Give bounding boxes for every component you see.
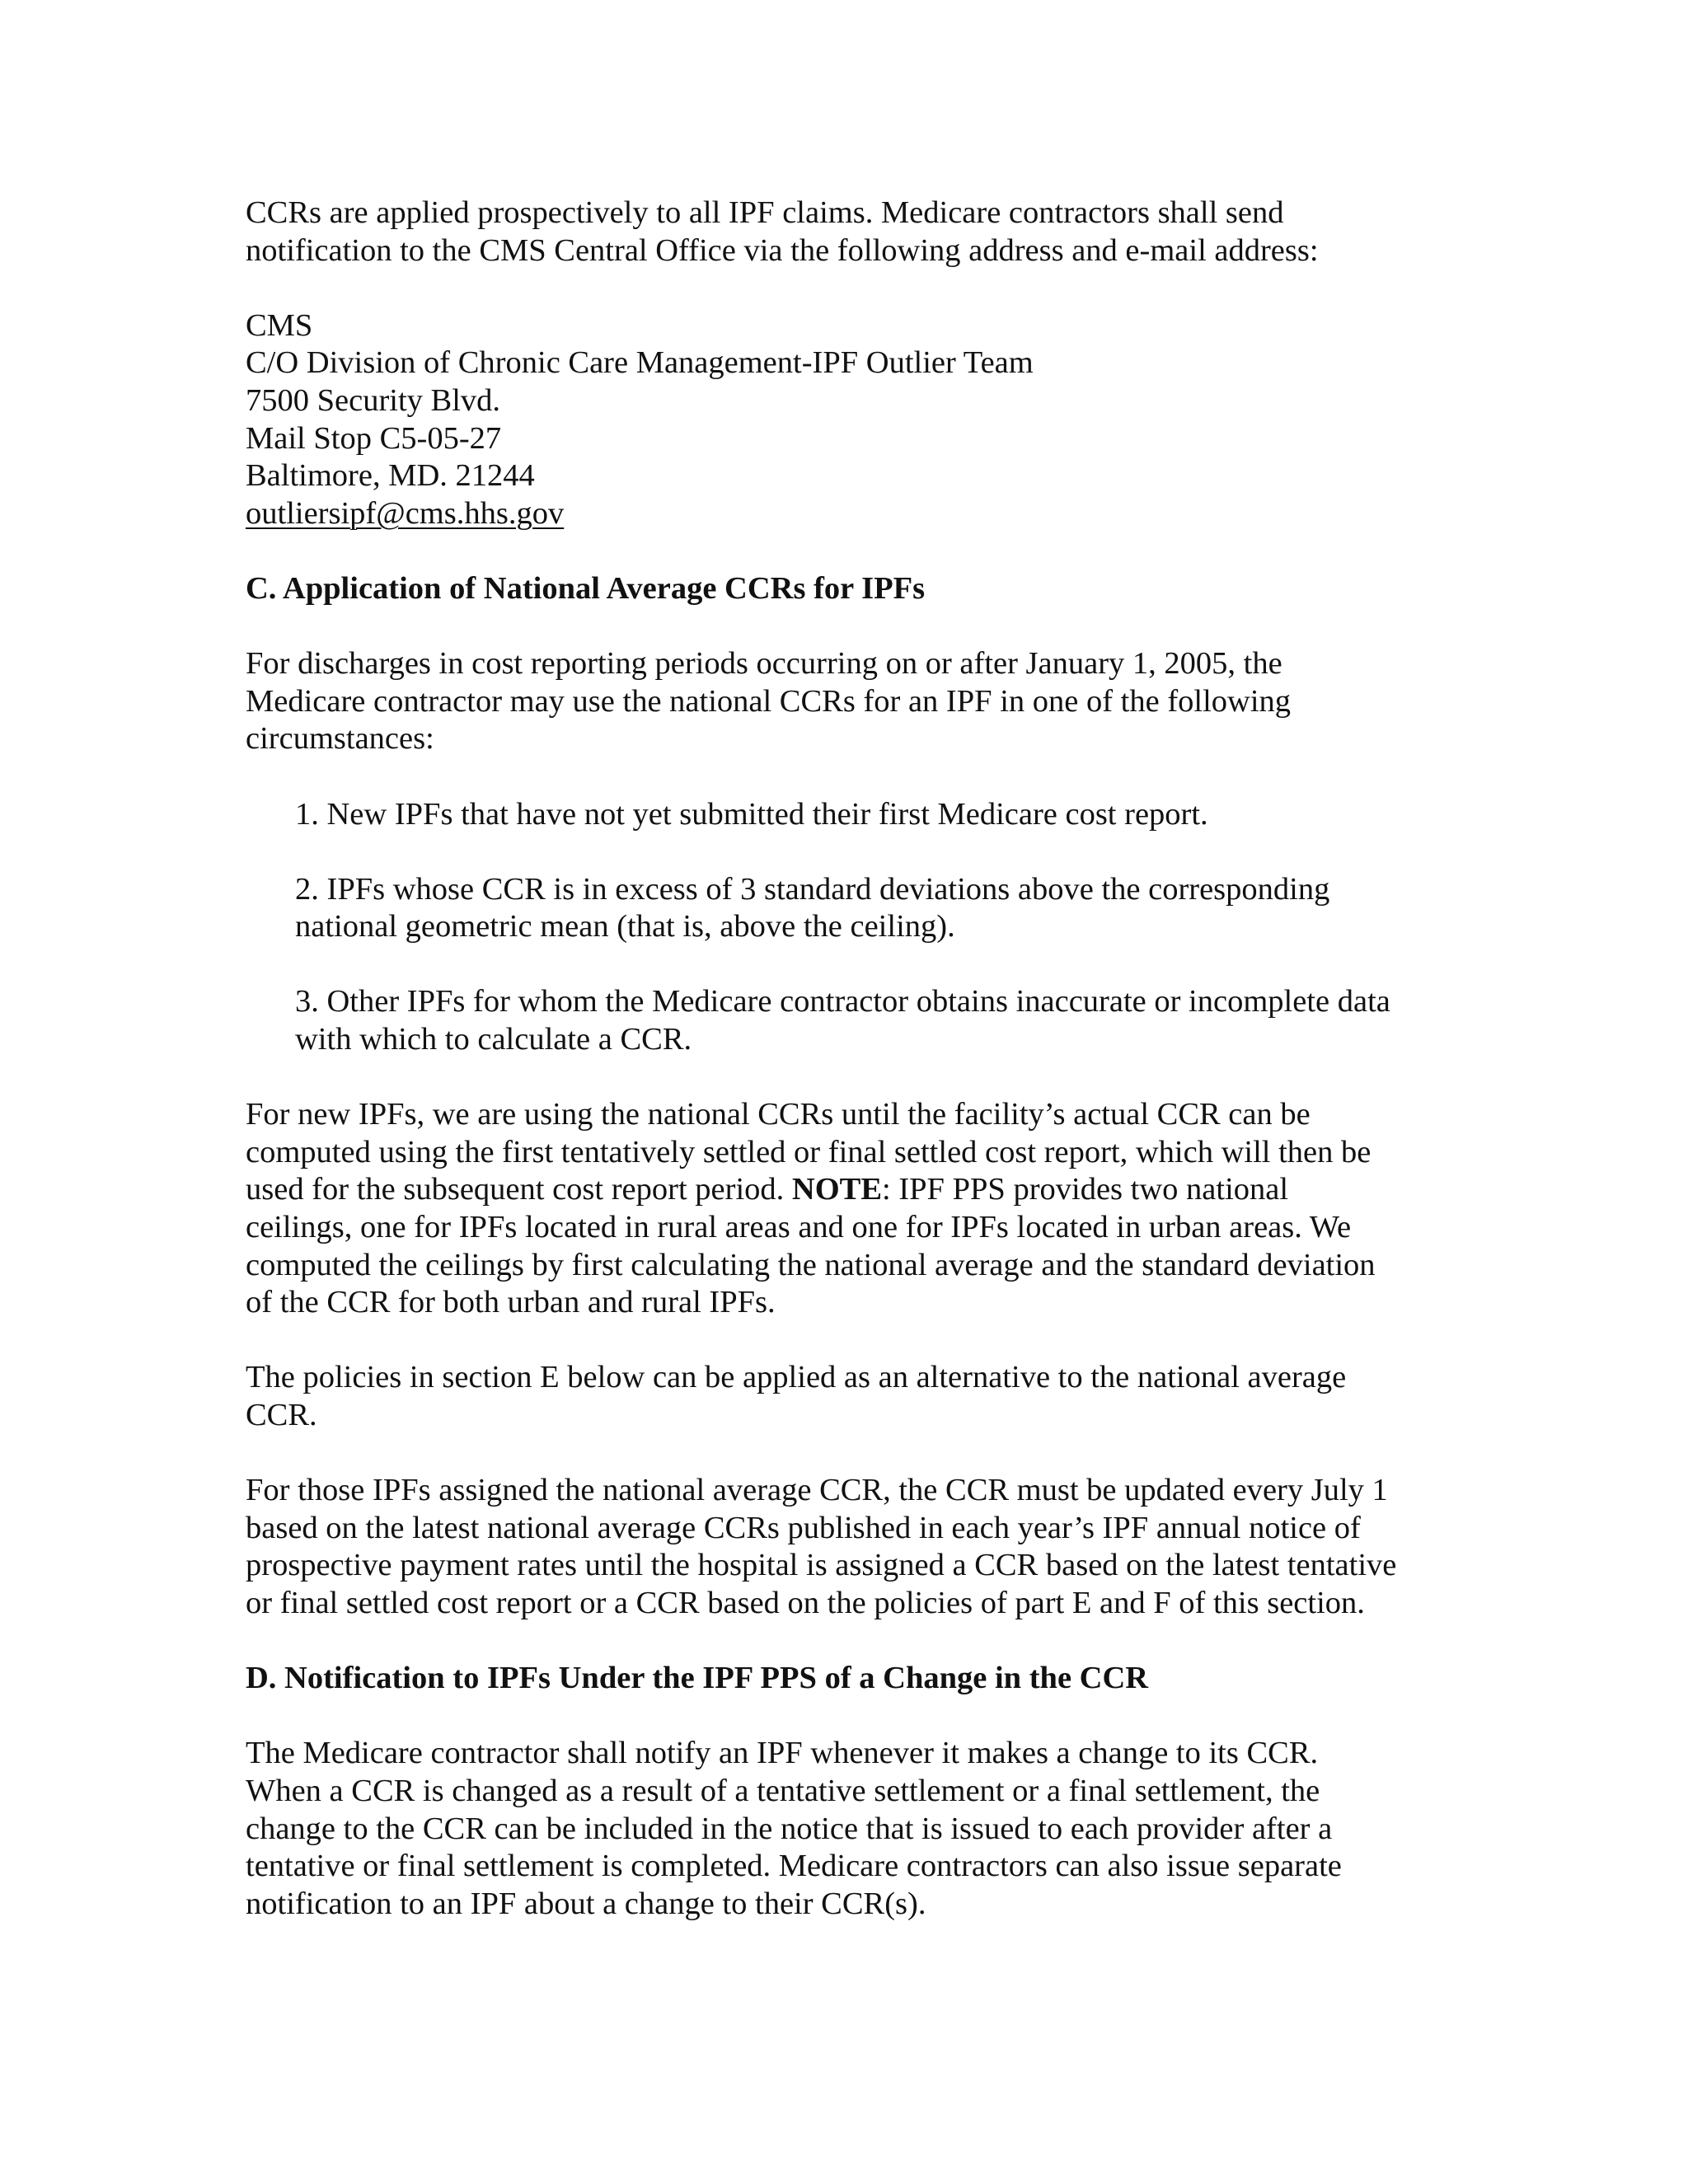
- paragraph-line: Medicare contractor may use the national CCRs for an IPF in one of the following: [246, 683, 1292, 719]
- list-item-line: 2. IPFs whose CCR is in excess of 3 standard deviations above the corresponding: [295, 871, 1330, 907]
- paragraph-line: notification to an IPF about a change to their CCR(s).: [246, 1886, 926, 1921]
- paragraph-line: based on the latest national average CCRs published in each year’s IPF annual notice of: [246, 1510, 1361, 1545]
- paragraph-line: computed using the first tentatively settled or final settled cost report, which will then be: [246, 1134, 1372, 1169]
- paragraph-line: computed the ceilings by first calculating the national average and the standard deviation: [246, 1247, 1376, 1282]
- section-d-heading: D. Notification to IPFs Under the IPF PPS of a Change in the CCR: [246, 1661, 1149, 1696]
- list-item: [246, 796, 1465, 834]
- email-link[interactable]: outliersipf@cms.hhs.gov: [246, 495, 565, 531]
- address-line: Baltimore, MD. 21244: [246, 458, 535, 494]
- paragraph-line: The Medicare contractor shall notify an IPF whenever it makes a change to its CCR.: [246, 1736, 1319, 1771]
- paragraph-text: : IPF PPS provides two national: [882, 1172, 1289, 1207]
- paragraph-line: change to the CCR can be included in the notice that is issued to each provider after a: [246, 1811, 1333, 1846]
- section-c-paragraph: [246, 1096, 1465, 1322]
- address-line: CMS: [246, 307, 313, 343]
- list-item-line: with which to calculate a CCR.: [295, 1022, 692, 1057]
- section-c-paragraph: [246, 1359, 1465, 1434]
- intro-paragraph: [246, 194, 1465, 269]
- paragraph-line: circumstances:: [246, 721, 434, 757]
- paragraph-line: For those IPFs assigned the national average CCR, the CCR must be updated every July 1: [246, 1473, 1388, 1508]
- section-c-paragraph: [246, 645, 1465, 758]
- paragraph-line: or final settled cost report or a CCR based on the policies of part E and F of this section.: [246, 1585, 1365, 1620]
- section-d-paragraph: [246, 1735, 1465, 1923]
- paragraph-line: For new IPFs, we are using the national CCRs until the facility’s actual CCR can be: [246, 1097, 1311, 1132]
- paragraph-line: prospective payment rates until the hospital is assigned a CCR based on the latest tentative: [246, 1548, 1397, 1583]
- address-line: 7500 Security Blvd.: [246, 382, 501, 418]
- paragraph-text: used for the subsequent cost report period.: [246, 1172, 792, 1207]
- paragraph-line: For discharges in cost reporting periods occurring on or after January 1, 2005, the: [246, 646, 1282, 682]
- paragraph-line: CCR.: [246, 1398, 317, 1432]
- paragraph-line: of the CCR for both urban and rural IPFs.: [246, 1285, 776, 1320]
- section-c-paragraph: [246, 1472, 1465, 1622]
- section-c-heading: C. Application of National Average CCRs for IPFs: [246, 570, 926, 606]
- intro-line: notification to the CMS Central Office via the following address and e-mail address:: [246, 232, 1319, 268]
- list-item-line: national geometric mean (that is, above the ceiling).: [295, 909, 955, 944]
- list-item-line: 3. Other IPFs for whom the Medicare contractor obtains inaccurate or incomplete data: [295, 984, 1390, 1019]
- paragraph-line: The policies in section E below can be applied as an alternative to the national average: [246, 1360, 1347, 1395]
- address-line: C/O Division of Chronic Care Management-IPF Outlier Team: [246, 345, 1034, 381]
- address-line: Mail Stop C5-05-27: [246, 420, 502, 456]
- intro-line: CCRs are applied prospectively to all IPF claims. Medicare contractors shall send: [246, 195, 1284, 230]
- document-page: [246, 194, 1465, 1923]
- paragraph-line: [246, 1171, 1465, 1209]
- list-item-line: 1. New IPFs that have not yet submitted their first Medicare cost report.: [295, 796, 1208, 832]
- paragraph-line: tentative or final settlement is completed. Medicare contractors can also issue separate: [246, 1849, 1342, 1884]
- list-item: [246, 871, 1465, 946]
- paragraph-line: When a CCR is changed as a result of a tentative settlement or a final settlement, the: [246, 1773, 1320, 1808]
- list-item: [246, 983, 1465, 1058]
- paragraph-line: ceilings, one for IPFs located in rural areas and one for IPFs located in urban areas. We: [246, 1210, 1352, 1245]
- note-label: NOTE: [791, 1172, 882, 1207]
- mailing-address: [246, 307, 1465, 533]
